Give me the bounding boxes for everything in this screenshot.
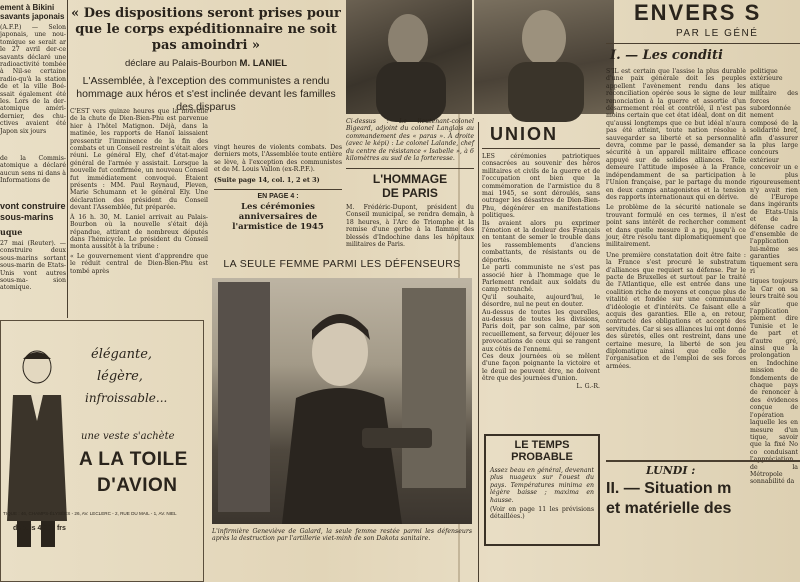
man-illustration [3,341,83,551]
union-article [482,124,600,424]
envers-body-1: S'IL est certain que l'assise la plus durable d'une paix générale doit les peuples appellent l'avènement rendu dans les réconciliation opérée sous le signe de leur renonciation à la guerre et assortie d'un désarmement réel et contrôlé, il n'est pas moins certain que cet état idéal, dont on dit qu'aussi longtemps que ce but idéal n'aura pas été atteint, toute nation résolue à sauvegarder sa liberté et sa personnalité devra, comme par le passé, demander sa sécurité à un appareil militaire efficace appuyé sur de solides alliances. Telle demeure l'attitude imposée à la France, indépendamment de sa participation à l'Union française, par le partage du monde en deux camps antagonistes et la tension des rapports internationaux qui en dérive. [606,68,746,201]
lundi-headline-1: II. — Situation m [606,480,732,497]
left-body-2: de la Commis-atomique a déclaré aucun sens ni dans à Informations de [0,155,66,185]
left-headline-2: savants japonais [0,12,65,21]
left-headline-3: vont construire sous-marins [0,201,66,222]
envers-strip-1: politique extérieure atique militaire des forces subordonnée nement composé de la solidarité bref, afin d'assurer la plus large concours extérieur concevoir un e le plus rigoureusement n'y avait rien de l'Europe dans ingérants de Etats-Unis et de la défense cadre d'ensemble de l'application lui-même ses garanties tiquement sera ri [750,68,800,275]
left-column [0,0,66,318]
photo-lalande-image [474,0,614,114]
union-body-3: Le parti communiste ne s'est pas associé hier à l'hommage que le Parlement rendait aux soldats du camp retranché. [482,264,600,294]
left-headline-1: ement à Bikini [0,3,55,12]
envers-byline: PAR LE GÉNÉ [676,28,759,39]
main-body-right-text: vingt heures de violents combats. Des derniers mots, l'Assemblée toute entière se lève, à l'exception des communistes et de M. Louis Vallon (ex-R.P.F.). [214,144,342,174]
photo-top-caption: Ci-dessus : Le lieutenant-colonel Bigeard, adjoint du colonel Langlais au commandement des « paras ». À droite (avec le képi) : Le colonel Lalande, chef du centre de résistance « Isabelle », à 6 kilomètres au sud de la forteresse. [346,118,474,163]
union-signature: L. G.-R. [576,382,600,390]
weather-ref: (Voir en page 11 les prévisions détaillées.) [490,506,594,521]
hommage-body: M. Frédéric-Dupont, président du Conseil municipal, se rendra demain, à 18 heures, à l'Arc de Triomphe et la remise d'une gerbe à la flamme des blessés d'Indochine dans les hôpitaux militaires de Paris. [346,204,474,249]
hommage-title-2: DE PARIS [382,186,438,200]
advert-line-1: élégante, [91,347,153,362]
union-body-5: Au-dessus de toutes les querelles, au-dessus de toutes les divisions, Paris doit, par son calme, par son recueillement, sa ferveur, déjouer les provocations de ceux qui se rangent aux côtés de l'ennemi. [482,308,600,353]
main-continued: (Suite page 14, col. 1, 2 et 3) [214,175,320,184]
advert-box [0,320,204,582]
union-body-1: LES cérémonies patriotiques consacrées au souvenir des héros militaires et civils de la guerre et de l'occupation ont bien que la commémoration de l'armistice du 8 mai 1945, se sont déroulés, sans outrager les désastres de Dien-Bien-Phu, dégénérer en manifestations politiques. [482,153,600,220]
column-rule [67,0,68,318]
main-body-para-3: « Le gouvernement vient d'apprendre que le réduit central de Dien-Bien-Phu est tombé après [70,252,208,275]
weather-box [484,434,600,546]
main-deck: L'Assemblée, à l'exception des communistes a rendu hommage aux héros et s'est inclinée devant les familles des disparus [76,75,336,113]
advert-line-3: infroissable... [85,391,168,405]
photo-galard [212,278,472,524]
box-rule [214,189,342,190]
left-body-label: uque [0,227,23,237]
main-body-para-1: C'EST vers quinze heures que la nouvelle de la chute de Dien-Bien-Phu est parvenue hier à l'hôtel Matignon. Déjà, dans la matinée, les rapports de Hanoï laissaient pressentir l'imminence de la fin des combats et un Conseil restreint s'était alors réuni. Le général Ely, chef d'état-major général de l'armée y assistait. Lorsque la nouvelle fut confirmée, un nouveau Conseil fut immédiatement convoqué. Étaient présents : MM. Paul Reynaud, Pleven, Marie Schumann et le général Ely. Une déclaration des président du Conseil devant l'Assemblée, fut préparée. [70,108,208,212]
lundi-box [606,464,800,534]
advert-price: depuis 4.200 frs [13,525,66,532]
main-body-right [214,144,342,232]
envers-strip-2: tiques toujours la Car on sa leurs traité sou sûr que l'application plement dire Tunisie et le de part et d'autre gré, ainsi que la prolongation en Indochine mission de fondements de chaque pays de renoncer à des évidences conçue de l'opération laquelle les en mesure d'un tique, savoir que la fixé No co conduisant de la Métropole sonnabilité da [750,278,798,486]
lundi-rule [606,460,800,462]
left-body-3: 27 mai (Reuter). — construire deux sous-marins sortant sous-marin de Etats-Unis vont autres sous-ma- sion atomique. [0,240,66,292]
woman-caption: L'infirmière Geneviève de Galard, la seule femme restée parmi les défenseurs après la destruction par l'artillerie viet-minh de son Dakota sanitaire. [212,528,472,543]
photo-bigeard [346,0,472,114]
union-body-2: Ils avaient alors pu exprimer l'émotion et la douleur des Français en tentant de semer le trouble dans les rassemblements d'anciens combattants, de résistants ou de déportés. [482,219,600,264]
envers-body-3: Une première constatation doit être faite : la France s'est procuré le substratum d'alliances que requiert sa défense. Par le pacte de Bruxelles et surtout par le traité de l'Atlantique, elle est entrée dans une coalition riche de moyens et conçue plus de vitalité et fondée sur une communauté d'idéologie et d'intérêts. Ce faisant elle a acquis des garanties. Elle a, en retour, contracté des obligations et accepté des servitudes. Car si ses alliances lui ont donné des sûretés, elles ont restreint, dans une certaine mesure, la liberté de son jeu diplomatique ainsi que celle de l'organisation et de l'emploi de ses forces armées. [606,251,746,370]
subhead-prefix: déclare au Palais-Bourbon [124,58,237,69]
page4-label: EN PAGE 4 : [257,192,299,200]
column-rule [478,122,479,582]
main-body-left [70,108,208,275]
envers-strip [750,68,798,486]
hommage-rule [346,168,474,169]
weather-body: Assez beau en général, devenant plus nuageux sur l'ouest du pays. Températures minima en légère baisse ; maxima en hausse. [490,467,594,504]
main-body-para-2: À 16 h. 30, M. Laniel arrivait au Palais-Bourbon où la nouvelle s'était déjà répandue, attirant de nombreux députés dans l'hémicycle. Le président du Conseil monta aussitôt à la tribune : [70,213,208,251]
envers-headline: ENVERS S [634,0,762,25]
hommage-title-1: L'HOMMAGE [372,172,448,186]
envers-body-2: Le problème de la sécurité nationale se trouvant formulé en ces termes, il n'est point sans intérêt de rechercher comment et dans quelle mesure il a pu, jusqu'à ce jour, être résolu tant diplomatiquement que militairement. [606,204,746,249]
envers-section: I. — Les conditi [610,48,723,63]
envers-body [606,68,746,370]
advert-tagline: une veste s'achète [81,431,175,442]
lundi-label: LUNDI : [646,464,696,477]
photo-bigeard-image [346,0,472,114]
woman-headline: LA SEULE FEMME PARMI LES DÉFENSEURS [223,258,461,270]
page4-teaser: Les cérémonies anniversaires de l'armistice de 1945 [232,201,324,232]
union-rule [482,148,600,149]
advert-brand-1: A LA TOILE [79,449,188,470]
advert-brand-2: D'AVION [97,475,178,496]
photo-lalande [474,0,614,114]
envers-rule [606,43,800,44]
left-body-1: (A.F.P.) — Selon japonais, une nou-tomique se serait ar le 27 avril der-ce savants déclaré une radioactivité tombée à Nil-se certaine radio-qu'à la station de et la ville Boé-ssait également été les. Lors de la der-atomique améri-dernier, des chu-ctives avaient été Japon six jours [0,24,66,135]
advert-line-2: légère, [97,369,143,384]
union-body-6: Ces deux journées où se mêlent d'une façon poignante la victoire et le deuil ne peuvent être, ne doivent être que des journées d'union. [482,352,600,383]
photo-galard-image [212,278,472,524]
lundi-headline-2: et matérielle des [606,500,732,517]
main-headline: « Des dispositions seront prises pour que le corps expéditionnaire ne soit pas amoindri » [71,6,341,53]
union-body-4: Qu'il souhaite, aujourd'hui, le désordre, nul ne peut en douter. [482,293,600,309]
hommage-box [346,172,474,260]
union-title: UNION [490,124,558,144]
weather-title-1: LE TEMPS [514,439,570,451]
weather-title-2: PROBABLE [511,451,573,463]
subhead-name: M. LANIEL [239,58,288,69]
advert-address: TIQUE : 46, CHAMPS-ÉLYSÉES - 26, AV. LECLERC - 2, RUE DU MAIL - 1, AV. NIEL [3,511,177,516]
main-subhead [70,58,342,69]
